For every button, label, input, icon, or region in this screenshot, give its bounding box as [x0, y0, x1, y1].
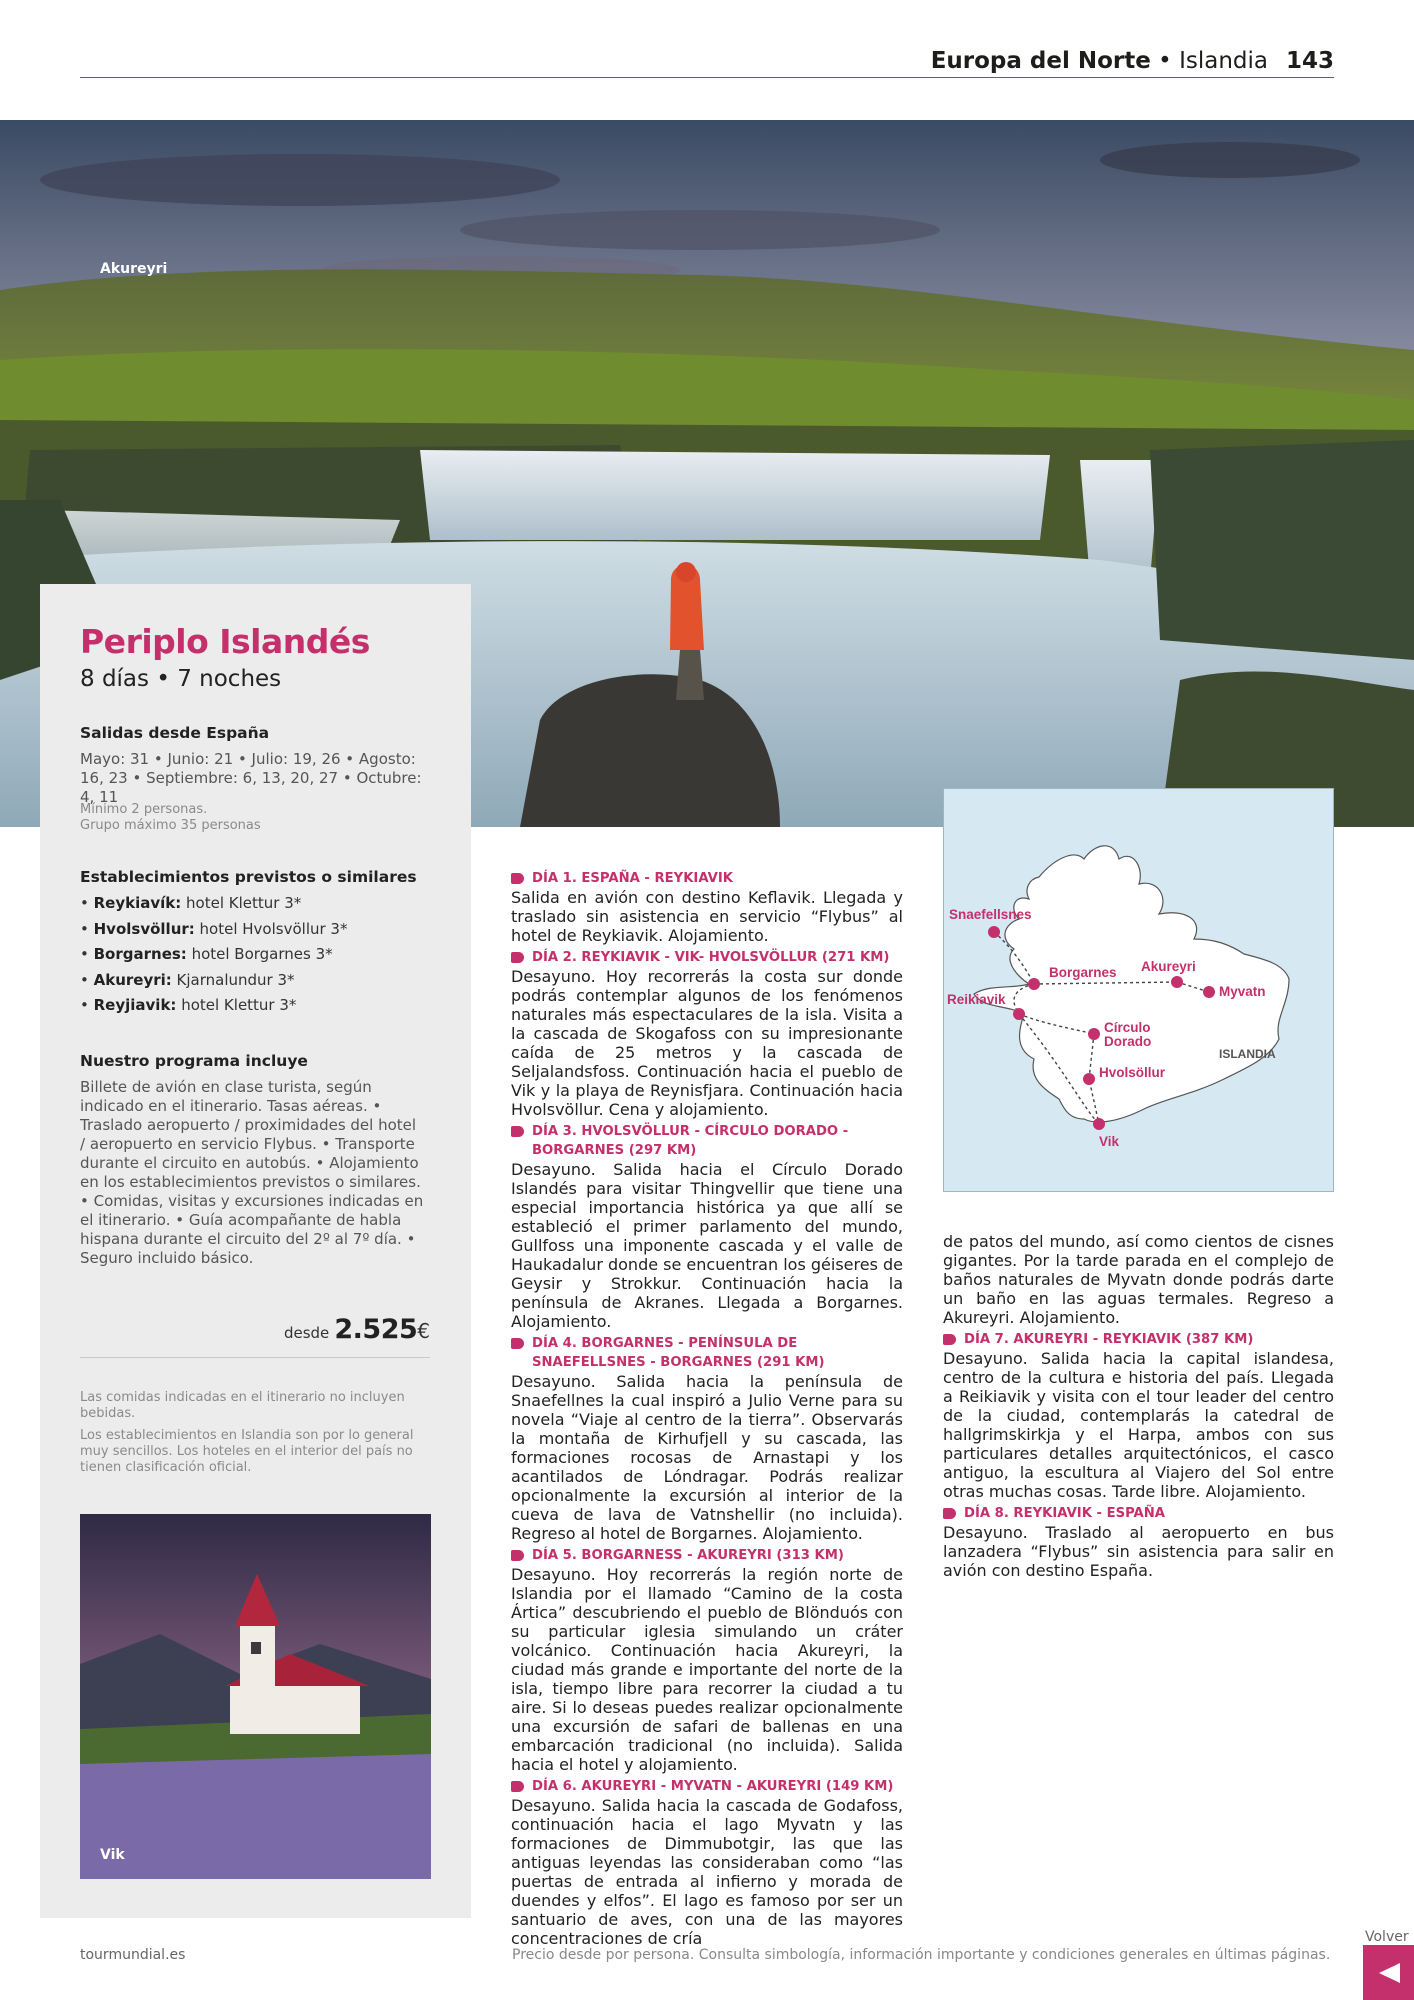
header-divider — [80, 77, 1334, 78]
route-map — [943, 788, 1334, 1192]
map-label: Reikiavik — [947, 992, 1006, 1007]
day-2-heading: DÍA 2. REYKIAVIK - VIK- HVOLSVÖLLUR (271 KM) — [511, 948, 903, 967]
day-7-heading: DÍA 7. AKUREYRI - REYKIAVIK (387 KM) — [943, 1330, 1334, 1349]
arrow-bullet-icon — [511, 873, 524, 884]
back-arrow-icon — [1376, 1960, 1402, 1986]
day-4-heading: DÍA 4. BORGARNES - PENÍNSULA DE SNAEFELLSNES - BORGARNES (291 KM) — [511, 1334, 903, 1372]
tour-info-card — [40, 584, 471, 1918]
page-number: 143 — [1285, 48, 1334, 74]
arrow-bullet-icon — [943, 1508, 956, 1519]
day-7-text: Desayuno. Salida hacia la capital islandesa, centro de la cultura e historia del país. Llegada a Reikiavik y visita con el tour leader del centro de la ciudad, contemplarás la catedral de hallgrimskirkja y el Harpa, ambos con sus particulares detalles arquitectónicos, el casco antiguo, la escultura al Viajero del Sol entre otras muchas cosas. Tarde libre. Alojamiento. — [943, 1349, 1334, 1501]
includes-text: Billete de avión en clase turista, según indicado en el itinerario. Tasas aéreas. • Traslado aeropuerto / proximidades del hotel / aeropuerto en servicio Flybus. • Transporte durante el circuito en autobús. • Alojamiento en los establecimientos previstos o similares. • Comidas, visitas y excursiones indicadas en el itinerario. • Guía acompañante de habla hispana durante el circuito del 2º al 7º día. • Seguro incluido básico. — [80, 1078, 424, 1267]
meals-note: Las comidas indicadas en el itinerario no incluyen bebidas. — [80, 1390, 405, 1421]
day-5-heading: DÍA 5. BORGARNESS - AKUREYRI (313 KM) — [511, 1546, 903, 1565]
footer-site: tourmundial.es — [80, 1947, 186, 1963]
map-label: Borgarnes — [1049, 965, 1117, 980]
list-item: • Borgarnes: hotel Borgarnes 3* — [80, 945, 333, 963]
map-country-label: ISLANDIA — [1219, 1047, 1276, 1061]
tour-title: Periplo Islandés — [80, 622, 370, 661]
arrow-bullet-icon — [511, 1338, 524, 1349]
day-3-heading: DÍA 3. HVOLSVÖLLUR - CÍRCULO DORADO - BORGARNES (297 KM) — [511, 1122, 903, 1160]
price-currency: € — [417, 1319, 430, 1343]
list-item: • Reyjiavik: hotel Klettur 3* — [80, 996, 297, 1014]
list-item: • Akureyri: Kjarnalundur 3* — [80, 970, 295, 989]
map-label: Círculo — [1104, 1020, 1151, 1035]
group-max: Grupo máximo 35 personas — [80, 818, 261, 833]
price-row — [80, 1314, 430, 1358]
price-value: 2.525 — [334, 1314, 418, 1345]
arrow-bullet-icon — [511, 1550, 524, 1561]
map-label: Hvolsöllur — [1099, 1065, 1166, 1080]
hotels-list — [80, 894, 347, 1022]
back-label: Volver — [1365, 1929, 1409, 1945]
footer-note: Precio desde por persona. Consulta simbología, información importante y condiciones generales en últimas páginas. — [512, 1947, 1331, 1963]
hotels-heading: Establecimientos previstos o similares — [80, 868, 417, 886]
arrow-bullet-icon — [511, 1126, 524, 1137]
map-label: Myvatn — [1219, 984, 1266, 999]
day-3-text: Desayuno. Salida hacia el Círculo Dorado Islandés para visitar Thingvellir que tiene una especial importancia histórica ya que allí se estableció el primer parlamento del mundo, Gullfoss una imponente cascada y el valle de Haukadalur donde se encuentran los géiseres de Geysir y Strokkur. Continuación hacia la península de Akranes. Llegada a Borgarnes. Alojamiento. — [511, 1160, 903, 1331]
map-label: Vik — [1099, 1134, 1120, 1149]
day-8-heading: DÍA 8. REYKIAVIK - ESPAÑA — [943, 1504, 1334, 1523]
day-6-continued-text: de patos del mundo, así como cientos de cisnes gigantes. Por la tarde parada en el complejo de baños naturales de Myvatn donde podrás darte un baño en las aguas termales. Regreso a Akureyri. Alojamiento. — [943, 1232, 1334, 1327]
departures-dates: Mayo: 31 • Junio: 21 • Julio: 19, 26 • Agosto: 16, 23 • Septiembre: 6, 13, 20, 27 • Octubre: 4, 11 — [80, 750, 422, 806]
day-4-text: Desayuno. Salida hacia la península de Snaefellnes la cual inspiró a Julio Verne para su novela “Viaje al centro de la tierra”. Observarás la montaña de Kirhufjell y su cascada, las formaciones rocosas de Arnastapi y los acantilados de Lóndragar. Podrás realizar opcionalmente la excursión al interior de la cueva de lava de Vatnshellir (no incluida). Regreso al hotel de Borgarnes. Alojamiento. — [511, 1372, 903, 1543]
itinerary-column-3 — [943, 1232, 1334, 1583]
day-5-text: Desayuno. Hoy recorrerás la región norte de Islandia por el llamado “Camino de la costa Ártica” descubriendo el pueblo de Blönduós con su particular iglesia simulando un cráter volcánico. Continuación hacia Akureyri, la ciudad más grande e importante del norte de la isla, tiempo libre para recorrer la ciudad a tu aire. Si lo deseas puedes realizar opcionalmente una excursión de safari de ballenas en una embarcación tradicional (no incluida). Salida hacia el hotel y alojamiento. — [511, 1565, 903, 1774]
day-1-text: Salida en avión con destino Keflavik. Llegada y traslado sin asistencia en servicio “Flybus” al hotel de Reykiavik. Alojamiento. — [511, 888, 903, 945]
day-8-text: Desayuno. Traslado al aeropuerto en bus lanzadera “Flybus” sin asistencia para salir en avión con destino España. — [943, 1523, 1334, 1580]
page-header — [80, 40, 1334, 80]
country-name: Islandia — [1179, 48, 1268, 74]
list-item: • Hvolsvöllur: hotel Hvolsvöllur 3* — [80, 919, 348, 938]
departures-heading: Salidas desde España — [80, 724, 270, 742]
church-image — [80, 1514, 431, 1879]
map-label: Dorado — [1104, 1034, 1152, 1049]
day-1-heading: DÍA 1. ESPAÑA - REYKIAVIK — [511, 869, 903, 888]
map-label: Akureyri — [1141, 959, 1196, 974]
price-label: desde — [283, 1324, 330, 1342]
group-min: Mínimo 2 personas. — [80, 802, 208, 817]
itinerary-column-1 — [511, 866, 903, 1951]
day-6-text: Desayuno. Salida hacia la cascada de Godafoss, continuación hacia el lago Myvatn y las formaciones de Dimmubotgir, las que las antiguas leyendas las consideraban como “las puertas de entrada al infierno y morada de duendes y elfos”. El lago es famoso por ser un santuario de aves, con una de las mayores concentraciones de cría — [511, 1796, 903, 1948]
arrow-bullet-icon — [943, 1334, 956, 1345]
day-6-heading: DÍA 6. AKUREYRI - MYVATN - AKUREYRI (149 KM) — [511, 1777, 903, 1796]
map-label: Snaefellsnes — [949, 907, 1032, 922]
list-item: • Reykiavík: hotel Klettur 3* — [80, 894, 302, 912]
arrow-bullet-icon — [511, 952, 524, 963]
back-button[interactable] — [1363, 1945, 1414, 2000]
section-title: Europa del Norte • Islandia — [930, 48, 1268, 74]
church-caption: Vik — [100, 1847, 125, 1863]
church-photo — [80, 1514, 431, 1879]
day-2-text: Desayuno. Hoy recorrerás la costa sur donde podrás contemplar algunos de los fenómenos naturales más espectaculares de la isla. Visita a la cascada de Skogafoss con su impresionante caída de 25 metros y la cascada de Seljalandsfoss. Continuación hacia el pueblo de Vik y la playa de Reynisfjara. Continuación hacia Hvolsvöllur. Cena y alojamiento. — [511, 967, 903, 1119]
arrow-bullet-icon — [511, 1781, 524, 1792]
tour-duration: 8 días • 7 noches — [80, 666, 282, 692]
hero-caption: Akureyri — [100, 261, 168, 277]
iceland-map — [944, 789, 1334, 1192]
hotels-note: Los establecimientos en Islandia son por lo general muy sencillos. Los hoteles en el interior del país no tienen clasificación oficial. — [80, 1428, 414, 1475]
includes-heading: Nuestro programa incluye — [80, 1052, 308, 1070]
